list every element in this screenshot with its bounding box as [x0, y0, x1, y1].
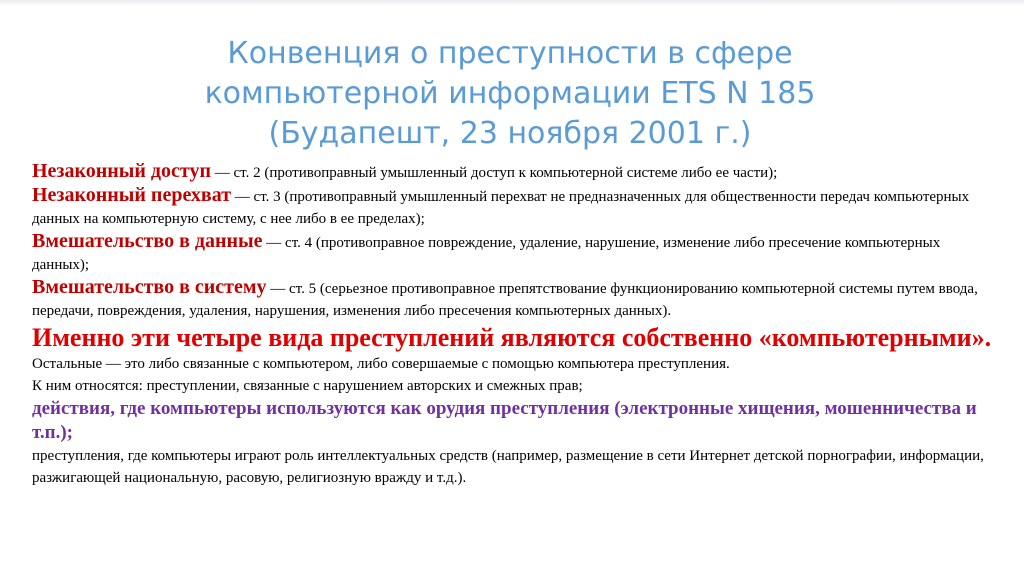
others-text: Остальные — это либо связанные с компьютером, либо совершаемые с помощью компьютера преступления.	[32, 356, 730, 372]
crime-term: Незаконный перехват	[32, 184, 232, 206]
crime-description: — ст. 5 (серьезное противоправное препятствование функционированию компьютерной системы путем ввода, передачи, повреждения, удаления, нарушения, изменения либо пресечения компьютерных данных).	[32, 281, 978, 319]
crime-term: Вмешательство в данные	[32, 230, 263, 252]
crime-term: Вмешательство в систему	[32, 276, 267, 298]
slide-body	[32, 160, 992, 489]
crime-data-interference	[32, 230, 992, 276]
crime-description: — ст. 3 (противоправный умышленный перехват не предназначенных для общественности передач компьютерных данных на компьютерную систему, с нее либо в ее пределах);	[32, 189, 970, 227]
related-crimes-text: К ним относятся: преступлении, связанные с нарушением авторских и смежных прав;	[32, 378, 583, 394]
emphasis-statement: Именно эти четыре вида преступлений являются собственно «компьютерными».	[32, 323, 992, 352]
crime-system-interference	[32, 276, 992, 322]
crime-term: Незаконный доступ	[32, 160, 211, 182]
crime-illegal-access	[32, 160, 992, 184]
crime-description: — ст. 4 (противоправное повреждение, удаление, нарушение, изменение либо пресечение компьютерных данных);	[32, 235, 941, 273]
slide-title	[60, 34, 960, 154]
title-line-3: (Будапешт, 23 ноября 2001 г.)	[268, 116, 752, 151]
title-line-1: Конвенция о преступности в сфере	[227, 36, 793, 71]
crime-description: — ст. 2 (противоправный умышленный доступ к компьютерной системе либо ее части);	[211, 165, 778, 181]
crime-illegal-interception	[32, 184, 992, 230]
title-line-2: компьютерной информации ETS N 185	[204, 76, 816, 111]
computer-as-tool-text: действия, где компьютеры используются как орудия преступления (электронные хищения, мошенничества и т.п.);	[32, 398, 977, 443]
computer-as-means-text: преступления, где компьютеры играют роль интеллектуальных средств (например, размещение в сети Интернет детской порнографии, информации, разжигающей национальную, расовую, религиозную вражду и т.д.).	[32, 448, 984, 486]
top-edge-divider	[0, 0, 1024, 6]
